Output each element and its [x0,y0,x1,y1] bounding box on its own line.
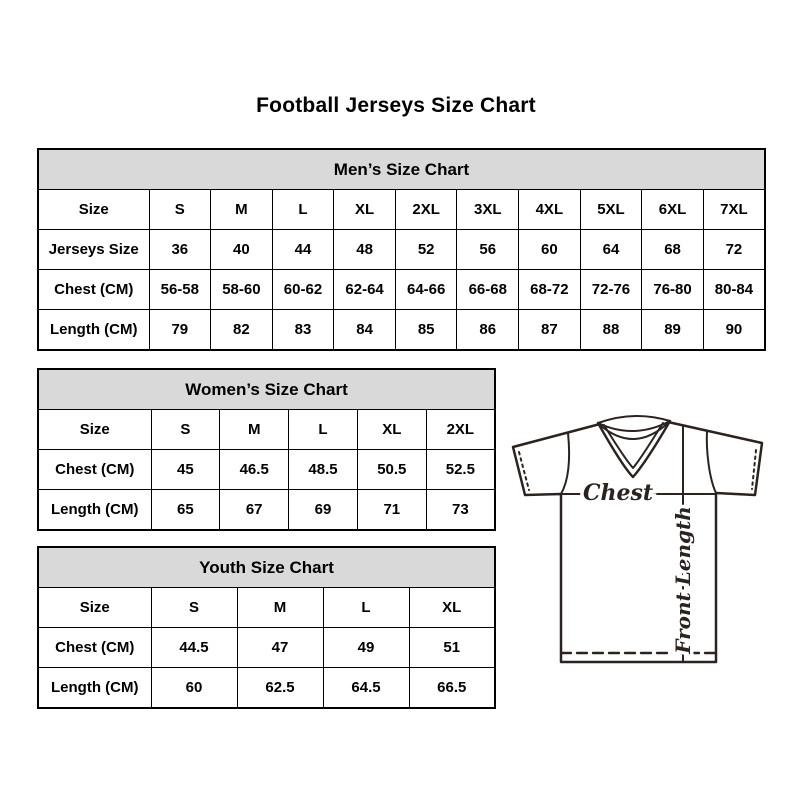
value-cell: 58-60 [211,270,273,310]
value-cell: 60-62 [272,270,334,310]
value-cell: XL [357,410,426,450]
table-row [38,270,765,310]
table-title: Youth Size Chart [38,547,495,588]
left-armhole-seam [561,433,569,494]
collar-top-arc [598,416,670,423]
value-cell: 66.5 [409,668,495,709]
value-cell: 67 [220,490,289,531]
value-cell: 4XL [519,190,581,230]
womens-size-table [37,368,496,531]
value-cell: 7XL [703,190,765,230]
row-header-cell: Size [38,588,151,628]
value-cell: 66-68 [457,270,519,310]
table-row [38,190,765,230]
value-cell: 3XL [457,190,519,230]
jersey-diagram-svg [503,398,775,676]
value-cell: L [323,588,409,628]
value-cell: 64.5 [323,668,409,709]
value-cell: 73 [426,490,495,531]
value-cell: 46.5 [220,450,289,490]
value-cell: 36 [149,230,211,270]
value-cell: 82 [211,310,273,351]
value-cell: XL [334,190,396,230]
value-cell: 72 [703,230,765,270]
value-cell: S [151,588,237,628]
value-cell: 44.5 [151,628,237,668]
table-row [38,628,495,668]
value-cell: 2XL [426,410,495,450]
value-cell: 84 [334,310,396,351]
value-cell: 68 [642,230,704,270]
value-cell: 89 [642,310,704,351]
value-cell: 56-58 [149,270,211,310]
jersey-outline [513,422,762,662]
row-header-cell: Jerseys Size [38,230,149,270]
table-title-row [38,149,765,190]
value-cell: 47 [237,628,323,668]
row-header-cell: Chest (CM) [38,628,151,668]
value-cell: 90 [703,310,765,351]
row-header-cell: Size [38,190,149,230]
table-row [38,230,765,270]
value-cell: M [211,190,273,230]
right-armhole-seam [707,431,716,493]
front-length-measure-label: Front Length [671,506,695,654]
value-cell: 76-80 [642,270,704,310]
table-row [38,490,495,531]
table-title: Men’s Size Chart [38,149,765,190]
value-cell: 62.5 [237,668,323,709]
value-cell: 83 [272,310,334,351]
value-cell: 5XL [580,190,642,230]
table-row [38,450,495,490]
value-cell: S [149,190,211,230]
left-cuff-stitch-dotted-line [519,452,529,490]
value-cell: 60 [519,230,581,270]
table-title: Women’s Size Chart [38,369,495,410]
value-cell: XL [409,588,495,628]
row-header-cell: Size [38,410,151,450]
table-row [38,588,495,628]
value-cell: 71 [357,490,426,531]
value-cell: 80-84 [703,270,765,310]
mens-size-table [37,148,766,351]
jersey-measurement-diagram [503,398,775,676]
value-cell: 48.5 [289,450,358,490]
value-cell: 64 [580,230,642,270]
chest-measure-label: Chest [582,480,654,506]
table-row [38,668,495,709]
value-cell: 68-72 [519,270,581,310]
table-title-row [38,369,495,410]
value-cell: M [220,410,289,450]
value-cell: 87 [519,310,581,351]
table-title-row [38,547,495,588]
value-cell: L [289,410,358,450]
value-cell: 52.5 [426,450,495,490]
value-cell: 48 [334,230,396,270]
page-title: Football Jerseys Size Chart [256,94,536,117]
value-cell: 88 [580,310,642,351]
value-cell: 64-66 [395,270,457,310]
value-cell: 2XL [395,190,457,230]
value-cell: 86 [457,310,519,351]
value-cell: 72-76 [580,270,642,310]
value-cell: 56 [457,230,519,270]
value-cell: 79 [149,310,211,351]
value-cell: L [272,190,334,230]
value-cell: S [151,410,220,450]
value-cell: 85 [395,310,457,351]
row-header-cell: Chest (CM) [38,270,149,310]
value-cell: 50.5 [357,450,426,490]
table-row [38,310,765,351]
value-cell: M [237,588,323,628]
value-cell: 6XL [642,190,704,230]
table-row [38,410,495,450]
value-cell: 60 [151,668,237,709]
row-header-cell: Length (CM) [38,310,149,351]
value-cell: 51 [409,628,495,668]
value-cell: 52 [395,230,457,270]
value-cell: 40 [211,230,273,270]
value-cell: 69 [289,490,358,531]
value-cell: 65 [151,490,220,531]
row-header-cell: Length (CM) [38,668,151,709]
youth-size-table [37,546,496,709]
value-cell: 44 [272,230,334,270]
row-header-cell: Length (CM) [38,490,151,531]
row-header-cell: Chest (CM) [38,450,151,490]
value-cell: 45 [151,450,220,490]
value-cell: 49 [323,628,409,668]
value-cell: 62-64 [334,270,396,310]
